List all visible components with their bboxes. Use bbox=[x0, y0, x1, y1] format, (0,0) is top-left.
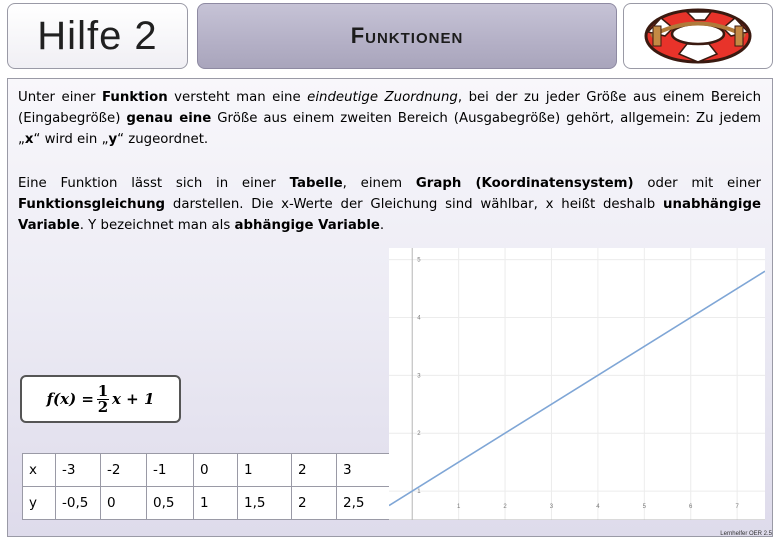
table-cell: 0,5 bbox=[147, 487, 194, 520]
text: darstellen. Die x-Werte der Gleichung sind wählbar, x heißt deshalb bbox=[165, 197, 664, 212]
function-line bbox=[389, 271, 765, 505]
table-cell: 3 bbox=[337, 454, 390, 487]
bold-term: x bbox=[24, 132, 34, 147]
table-cell: 0 bbox=[101, 487, 147, 520]
help-title-box bbox=[7, 3, 188, 69]
table-row-x bbox=[23, 454, 390, 487]
text: “ wird ein „ bbox=[33, 132, 109, 147]
table-cell: -3 bbox=[56, 454, 101, 487]
y-tick-label: 4 bbox=[417, 315, 421, 322]
fraction-denominator: 2 bbox=[97, 397, 109, 416]
table-cell: 1 bbox=[194, 487, 238, 520]
text: Unter einer bbox=[18, 90, 102, 105]
function-graph bbox=[389, 248, 765, 520]
table-cell: 1,5 bbox=[238, 487, 292, 520]
x-tick-label: 4 bbox=[596, 504, 600, 510]
logo-box bbox=[623, 3, 773, 69]
x-tick-label: 5 bbox=[642, 504, 646, 510]
formula-lhs: f(x) = bbox=[46, 390, 94, 408]
formula-rhs: x + 1 bbox=[111, 390, 155, 408]
x-tick-label: 2 bbox=[503, 504, 507, 510]
table-cell: 2 bbox=[292, 487, 337, 520]
italic-term: eindeutige Zuordnung bbox=[307, 90, 458, 105]
function-equation bbox=[20, 375, 181, 423]
table-cell: 2,5 bbox=[337, 487, 390, 520]
bold-term: genau eine bbox=[126, 111, 212, 126]
definition-paragraph bbox=[18, 87, 761, 150]
row-header-y: y bbox=[23, 487, 56, 520]
y-tick-label: 1 bbox=[417, 489, 421, 496]
bold-term: Funktion bbox=[101, 90, 168, 105]
help-title: Hilfe 2 bbox=[37, 13, 158, 58]
y-tick-label: 2 bbox=[417, 431, 421, 438]
main-title: Funktionen bbox=[350, 23, 464, 48]
text: . bbox=[379, 218, 385, 233]
table-cell: -2 bbox=[101, 454, 147, 487]
text: , einem bbox=[342, 176, 416, 191]
y-tick-label: 5 bbox=[417, 257, 421, 264]
content-panel bbox=[7, 78, 773, 537]
fraction-numerator: 1 bbox=[97, 381, 109, 400]
formula-fraction bbox=[97, 381, 109, 416]
footer-credit: Lernhelfer OER 2.5 bbox=[720, 531, 772, 537]
bold-term: y bbox=[108, 132, 118, 147]
text: oder mit einer bbox=[633, 176, 761, 191]
text: . Y bezeichnet man als bbox=[79, 218, 235, 233]
x-tick-label: 3 bbox=[549, 504, 554, 510]
x-tick-label: 7 bbox=[735, 504, 739, 510]
table-cell: -0,5 bbox=[56, 487, 101, 520]
bold-term: abhängige Variable bbox=[234, 218, 380, 233]
y-tick-label: 3 bbox=[417, 373, 421, 380]
lifebuoy-icon bbox=[639, 6, 757, 66]
representation-paragraph bbox=[18, 173, 761, 236]
bold-term: Tabelle bbox=[289, 176, 343, 191]
table-row-y bbox=[23, 487, 390, 520]
text: , bei der zu jeder Größe aus einem Bereich (Eingabegröße) bbox=[18, 90, 761, 126]
x-tick-label: 1 bbox=[456, 504, 461, 510]
text: Größe aus einem zweiten Bereich (Ausgabegröße) gehört, allgemein: Zu jedem „ bbox=[18, 111, 761, 147]
table-cell: 2 bbox=[292, 454, 337, 487]
text: “ zugeordnet. bbox=[117, 132, 209, 147]
table-cell: 1 bbox=[238, 454, 292, 487]
table-cell: 0 bbox=[194, 454, 238, 487]
graph-svg bbox=[389, 248, 765, 520]
value-table bbox=[22, 453, 390, 520]
row-header-x: x bbox=[23, 454, 56, 487]
text: versteht man eine bbox=[167, 90, 308, 105]
bold-term: Graph (Koordinatensystem) bbox=[415, 176, 634, 191]
bold-term: unabhängige Variable bbox=[18, 197, 761, 233]
bold-term: Funktionsgleichung bbox=[18, 197, 166, 212]
x-tick-label: 6 bbox=[689, 504, 693, 510]
text: Eine Funktion lässt sich in einer bbox=[18, 176, 290, 191]
main-title-box bbox=[197, 3, 617, 69]
table-cell: -1 bbox=[147, 454, 194, 487]
